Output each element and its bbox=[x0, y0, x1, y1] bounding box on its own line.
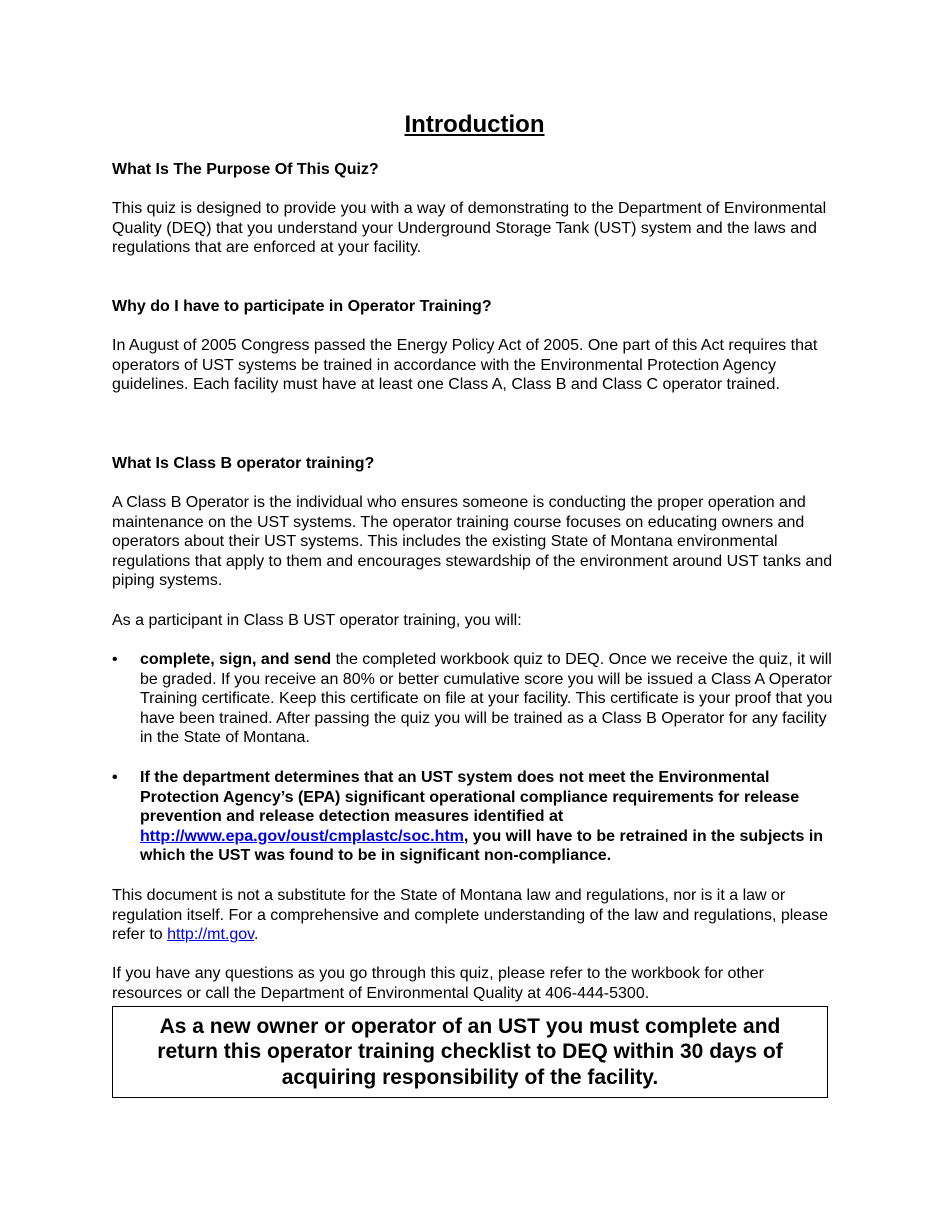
epa-soc-link[interactable]: http://www.epa.gov/oust/cmplastc/soc.htm bbox=[140, 827, 464, 845]
paragraph-class-b: A Class B Operator is the individual who ensures someone is conducting the proper operation and maintenance on the UST systems. The operator training course focuses on educating owners and operators about their UST systems. This includes the existing State of Montana environmental regulations that apply to them and encourages stewardship of the environment around UST tanks and piping systems. bbox=[112, 494, 833, 590]
paragraph-why-training: In August of 2005 Congress passed the Energy Policy Act of 2005. One part of this Act requires that operators of UST systems be trained in accordance with the Environmental Protection Agency guidelines. Each facility must have at least one Class A, Class B and Class C operator trained. bbox=[112, 337, 818, 394]
disclaimer-paragraph bbox=[112, 886, 837, 945]
bullet-text bbox=[140, 650, 837, 748]
bullet-bold-lead: complete, sign, and send bbox=[140, 651, 332, 668]
paragraph-purpose: This quiz is designed to provide you with a way of demonstrating to the Department of Environmental Quality (DEQ) that you understand your Underground Storage Tank (UST) system and the laws and regulations that are enforced at your facility. bbox=[112, 200, 827, 257]
bullet-marker: • bbox=[112, 769, 118, 786]
participant-intro: As a participant in Class B UST operator training, you will: bbox=[112, 612, 522, 629]
list-item bbox=[112, 768, 837, 866]
bullet-body-end: , you will have to be retrained in the subjects in which the UST was found to be in significant non-compliance. bbox=[140, 827, 824, 865]
bullet-body: the completed workbook quiz to DEQ. Once we receive the quiz, it will be graded. If you receive an 80% or better cumulative score you will be issued a Class A Operator Training certificate. Keep this certificate on file at your facility. This certificate is your proof that you have been trained. After passing the quiz you will be trained as a Class B Operator for any facility in the State of Montana. bbox=[140, 651, 833, 747]
disclaimer-end: . bbox=[254, 926, 259, 944]
page-title: Introduction bbox=[404, 111, 545, 138]
heading-class-b: What Is Class B operator training? bbox=[112, 455, 375, 472]
notice-box bbox=[112, 1006, 828, 1098]
mt-gov-link[interactable]: http://mt.gov bbox=[167, 926, 254, 944]
bullet-marker: • bbox=[112, 651, 118, 668]
bullet-body: If the department determines that an UST system does not meet the Environmental Protection Agency’s (EPA) significant operational compliance requirements for release prevention and release detection measures identified at bbox=[140, 769, 800, 826]
questions-paragraph: If you have any questions as you go through this quiz, please refer to the workbook for other resources or call the Department of Environmental Quality at 406-444-5300. bbox=[112, 965, 764, 1002]
heading-why-training: Why do I have to participate in Operator Training? bbox=[112, 298, 492, 315]
bullet-text bbox=[140, 768, 837, 866]
list-item bbox=[112, 650, 837, 748]
heading-purpose: What Is The Purpose Of This Quiz? bbox=[112, 161, 379, 178]
disclaimer-text: This document is not a substitute for the State of Montana law and regulations, nor is it a law or regulation itself. For a comprehensive and complete understanding of the law and regulations, please refer to bbox=[112, 887, 828, 944]
notice-text: As a new owner or operator of an UST you must complete and return this operator training checklist to DEQ within 30 days of acquiring responsibility of the facility. bbox=[157, 1014, 783, 1089]
